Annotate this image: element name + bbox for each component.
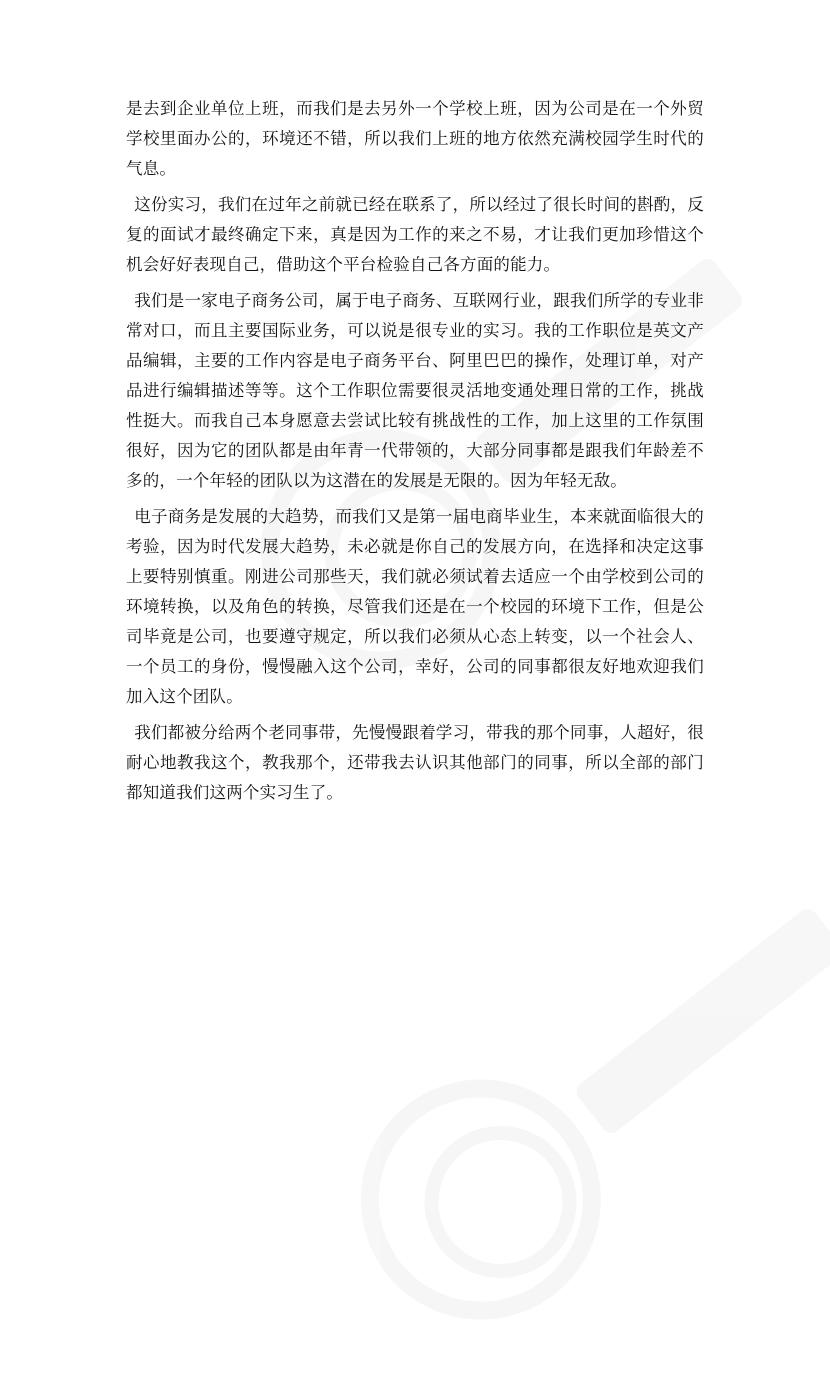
document-body [126,94,704,808]
paragraph: 是去到企业单位上班，而我们是去另外一个学校上班，因为公司是在一个外贸学校里面办公的，环境还不错，所以我们上班的地方依然充满校园学生时代的气息。 [126,99,704,178]
paragraph: 我们都被分给两个老同事带，先慢慢跟着学习，带我的那个同事，人超好，很耐心地教我这个，教我那个，还带我去认识其他部门的同事，所以全部的部门都知道我们这两个实习生了。 [126,723,704,802]
paragraph: 这份实习，我们在过年之前就已经在联系了，所以经过了很长时间的斟酌，反复的面试才最终确定下来，真是因为工作的来之不易，才让我们更加珍惜这个机会好好表现自己，借助这个平台检验自己各方面的能力。 [126,195,704,274]
paragraph: 电子商务是发展的大趋势，而我们又是第一届电商毕业生，本来就面临很大的考验，因为时代发展大趋势，未必就是你自己的发展方向，在选择和决定这事上要特别慎重。刚进公司那些天，我们就必须试着去适应一个由学校到公司的环境转换，以及角色的转换，尽管我们还是在一个校园的环境下工作，但是公司毕竟是公司，也要遵守规定，所以我们必须从心态上转变，以一个社会人、一个员工的身份，慢慢融入这个公司，幸好，公司的同事都很友好地欢迎我们加入这个团队。 [126,507,704,706]
paragraph: 我们是一家电子商务公司，属于电子商务、互联网行业，跟我们所学的专业非常对口，而且主要国际业务，可以说是很专业的实习。我的工作职位是英文产品编辑，主要的工作内容是电子商务平台、阿里巴巴的操作，处理订单，对产品进行编辑描述等等。这个工作职位需要很灵活地变通处理日常的工作，挑战性挺大。而我自己本身愿意去尝试比较有挑战性的工作，加上这里的工作氛围很好，因为它的团队都是由年青一代带领的，大部分同事都是跟我们年龄差不多的，一个年轻的团队以为这潜在的发展是无限的。因为年轻无敌。 [126,291,704,490]
watermark-logo [312,834,830,1376]
